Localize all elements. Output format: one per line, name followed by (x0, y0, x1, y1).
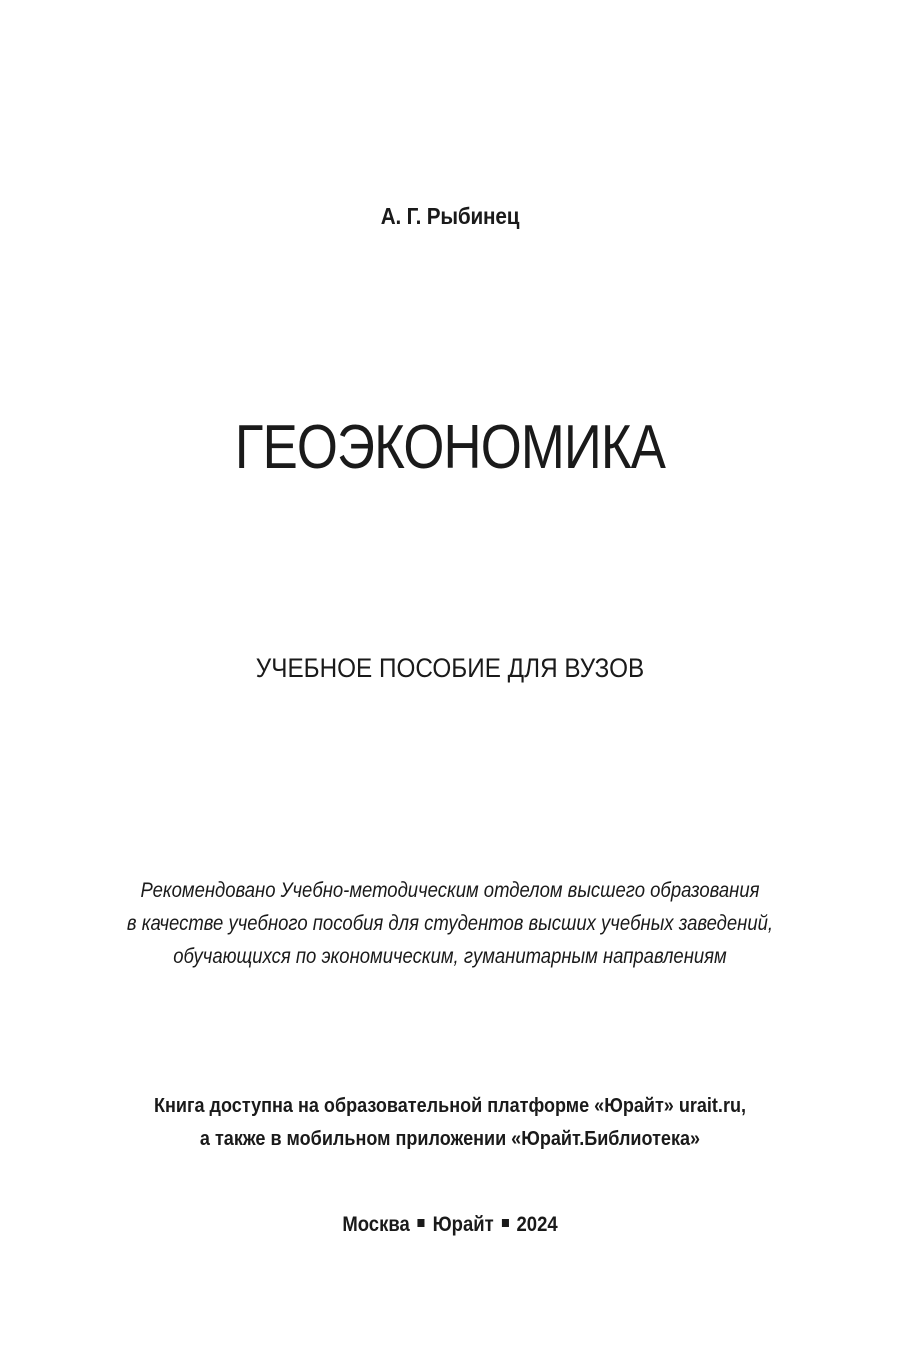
recommendation-line: Рекомендовано Учебно-методическим отделом высшего образования (140, 878, 760, 902)
square-separator-icon (502, 1219, 509, 1227)
imprint-publisher: Юрайт (432, 1213, 494, 1236)
imprint-year: 2024 (516, 1213, 558, 1236)
imprint-city: Москва (342, 1213, 410, 1236)
book-subtitle: УЧЕБНОЕ ПОСОБИЕ ДЛЯ ВУЗОВ (255, 653, 645, 683)
author-name: А. Г. Рыбинец (380, 203, 520, 229)
availability-note (54, 1089, 846, 1155)
book-title: ГЕОЭКОНОМИКА (234, 413, 666, 482)
recommendation-line: обучающихся по экономическим, гуманитарным направлениям (173, 944, 727, 968)
recommendation-line: в качестве учебного пособия для студентов высших учебных заведений, (126, 911, 774, 935)
availability-line: а также в мобильном приложении «Юрайт.Библиотека» (199, 1127, 701, 1150)
availability-line: Книга доступна на образовательной платформе «Юрайт» urait.ru, (154, 1094, 746, 1117)
imprint (54, 1213, 846, 1237)
recommendation-note (63, 874, 837, 973)
square-separator-icon (418, 1219, 425, 1227)
